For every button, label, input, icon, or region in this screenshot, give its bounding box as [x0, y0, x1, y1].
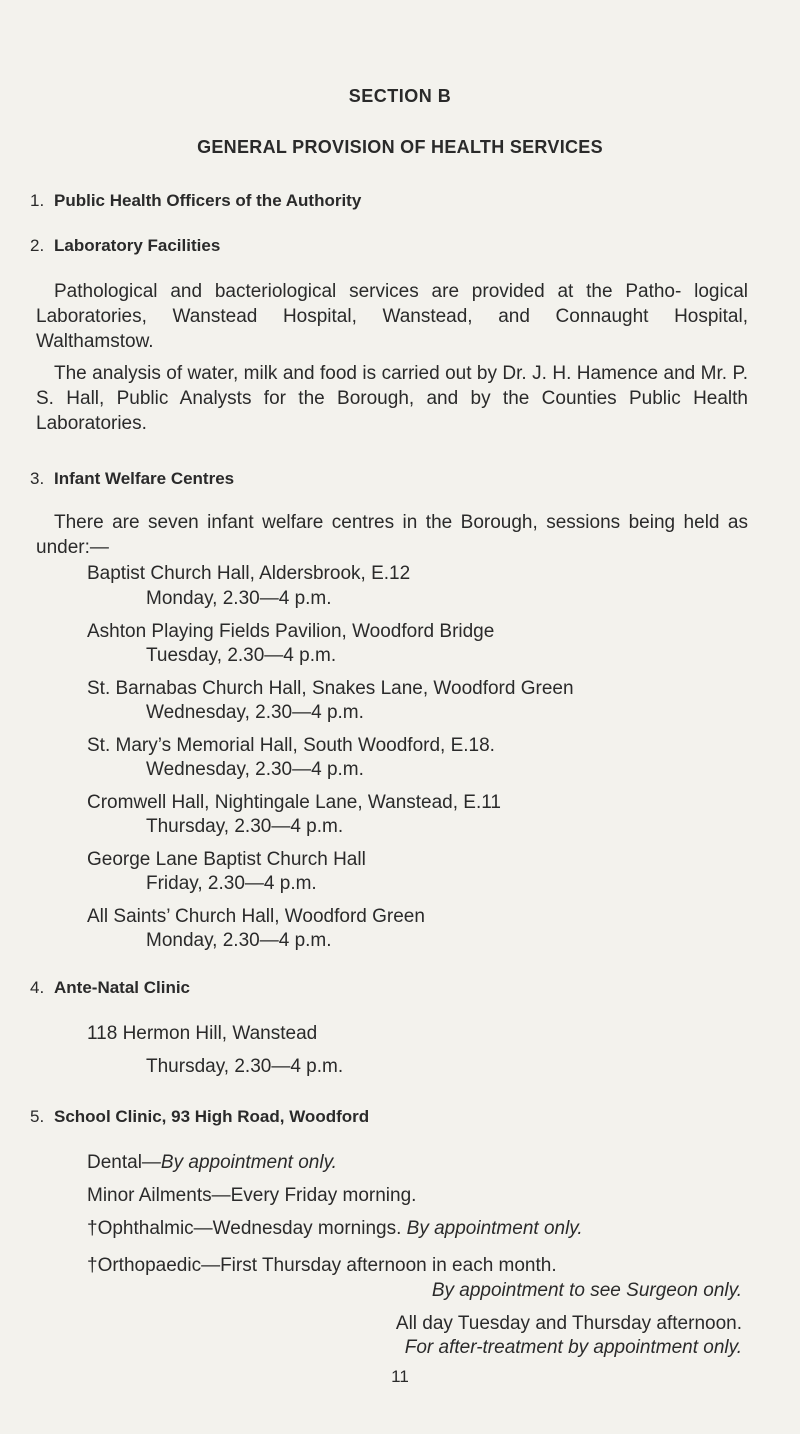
item-2-number: 2. [30, 236, 45, 255]
all-day-line: All day Tuesday and Thursday afternoon. [395, 1313, 742, 1334]
item-4-heading: Ante-Natal Clinic [54, 978, 191, 997]
orthopaedic-note: By appointment to see Surgeon only. [431, 1280, 742, 1301]
item-1-heading: Public Health Officers of the Authority [54, 191, 362, 210]
item-3-number: 3. [30, 469, 45, 488]
item-1-heading-row [30, 191, 361, 211]
ophthalmic-label: †Ophthalmic—Wednesday mornings. [87, 1218, 402, 1239]
centre-5-place: Cromwell Hall, Nightingale Lane, Wanstead, E.11 [87, 792, 501, 813]
laboratory-paragraph-2 [36, 361, 748, 436]
section-label: SECTION B [348, 86, 452, 106]
item-4-heading-row [30, 978, 190, 998]
item-5-heading: School Clinic, 93 High Road, Woodford [54, 1107, 370, 1126]
minor-ailments-line: Minor Ailments—Every Friday morning. [87, 1185, 417, 1206]
infant-welfare-intro-text: There are seven infant welfare centres in the Borough, sessions being held as under:— [36, 512, 748, 558]
centre-2-place: Ashton Playing Fields Pavilion, Woodford Bridge [87, 621, 495, 642]
centre-7-place: All Saints’ Church Hall, Woodford Green [87, 906, 425, 927]
item-5-number: 5. [30, 1107, 45, 1126]
antenatal-place: 118 Hermon Hill, Wanstead [87, 1023, 318, 1044]
centre-1-place: Baptist Church Hall, Aldersbrook, E.12 [87, 563, 411, 584]
centre-5-time: Thursday, 2.30—4 p.m. [146, 816, 344, 837]
centre-1-time: Monday, 2.30—4 p.m. [146, 588, 332, 609]
centre-3-place: St. Barnabas Church Hall, Snakes Lane, Woodford Green [87, 678, 574, 699]
centre-3-time: Wednesday, 2.30—4 p.m. [146, 702, 364, 723]
item-2-heading: Laboratory Facilities [54, 236, 221, 255]
dental-line [87, 1150, 337, 1175]
laboratory-paragraph-2-text: The analysis of water, milk and food is carried out by Dr. J. H. Hamence and Mr. P. S. Hall, Public Analysts for the Borough, and by the Counties Public Health Laboratories. [36, 363, 748, 434]
item-2-heading-row [30, 236, 220, 256]
ophthalmic-line [87, 1216, 583, 1241]
page-title: GENERAL PROVISION OF HEALTH SERVICES [197, 137, 603, 157]
item-3-heading-row [30, 469, 234, 489]
infant-welfare-intro [36, 510, 748, 560]
centre-4-place: St. Mary’s Memorial Hall, South Woodford, E.18. [87, 735, 495, 756]
after-treatment-note: For after-treatment by appointment only. [404, 1337, 742, 1358]
centre-4-time: Wednesday, 2.30—4 p.m. [146, 759, 364, 780]
laboratory-paragraph-1-text: Pathological and bacteriological services are provided at the Patho- logical Laboratories, Wanstead Hospital, Wanstead, and Connaught Hospital, Walthamstow. [36, 281, 748, 352]
orthopaedic-line: †Orthopaedic—First Thursday afternoon in each month. [87, 1255, 557, 1276]
item-3-heading: Infant Welfare Centres [54, 469, 235, 488]
laboratory-paragraph-1 [36, 279, 748, 354]
item-1-number: 1. [30, 191, 45, 210]
item-5-heading-row [30, 1107, 369, 1127]
centre-2-time: Tuesday, 2.30—4 p.m. [146, 645, 337, 666]
page-number: 11 [391, 1367, 409, 1386]
antenatal-time: Thursday, 2.30—4 p.m. [146, 1056, 344, 1077]
ophthalmic-note: By appointment only. [406, 1218, 583, 1239]
item-4-number: 4. [30, 978, 45, 997]
centre-6-place: George Lane Baptist Church Hall [87, 849, 366, 870]
dental-label: Dental— [87, 1152, 161, 1173]
centre-6-time: Friday, 2.30—4 p.m. [146, 873, 317, 894]
dental-note: By appointment only. [160, 1152, 337, 1173]
centre-7-time: Monday, 2.30—4 p.m. [146, 930, 332, 951]
